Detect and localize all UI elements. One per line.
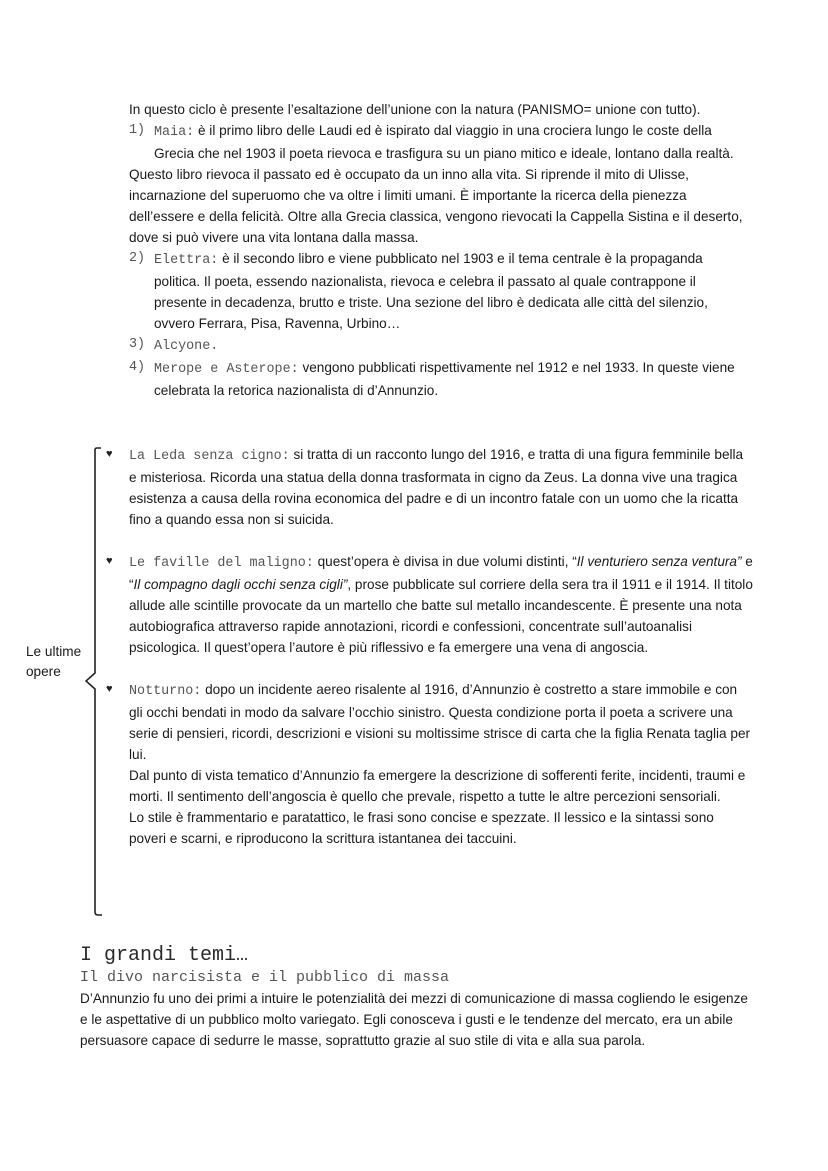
heart-bullet-icon: ♥	[106, 683, 113, 695]
last-works-list	[106, 444, 754, 849]
notturno-style-paragraph: Lo stile è frammentario e paratattico, le frasi sono concise e spezzate. Il lessico e la sintassi sono poveri e scarni, e riproducono la scrittura istantanea dei taccuini.	[129, 810, 714, 846]
laudi-list-part1	[129, 120, 749, 164]
list-item-elettra	[129, 248, 749, 334]
work-desc-notturno: dopo un incidente aereo risalente al 1916, d’Annunzio è costretto a stare immobile e con gli occhi bendati in modo da salvare l’occhio sinistro. Questa condizione porta il poeta a scrivere una serie di pensieri, ricordi, descrizioni e visioni su moltissime strisce di carta che la figlia Renata taglia per lui.	[129, 682, 751, 762]
work-title-leda: La Leda senza cigno:	[129, 449, 290, 464]
section-subtitle: Il divo narcisista e il pubblico di massa	[80, 969, 450, 986]
work-title-faville: Le faville del maligno:	[129, 556, 314, 571]
work-title-notturno: Notturno:	[129, 684, 202, 699]
list-number: 2)	[129, 251, 146, 266]
list-item-merope	[129, 357, 749, 401]
work-title-elettra: Elettra:	[154, 253, 219, 268]
side-label: Le ultime opere	[26, 644, 82, 679]
list-number: 1)	[129, 123, 146, 138]
work-title-merope: Merope e Asterope:	[154, 362, 299, 377]
work-item-notturno	[106, 679, 754, 849]
work-desc-elettra: è il secondo libro e viene pubblicato nel 1903 e il tema centrale è la propaganda politica. Il poeta, essendo nazionalista, rievoca e celebra il passato al quale contrappone il presente in decadenza, brutto e triste. Una sezione del libro è dedicata alle città del silenzio, ovvero Ferrara, Pisa, Ravenna, Urbino…	[154, 251, 708, 331]
list-item-alcyone	[129, 334, 749, 357]
work-item-leda	[106, 444, 754, 530]
work-desc-leda: si tratta di un racconto lungo del 1916, e tratta di una figura femminile bella e misteriosa. Ricorda una statua della donna trasformata in cigno da Zeus. La donna vive una tragica esistenza a causa della rovina economica del padre e di un incontro fatale con un uomo che la ricatta fino a quando essa non si suicida.	[129, 447, 744, 527]
brace-bracket	[85, 447, 105, 917]
work-desc-maia: è il primo libro delle Laudi ed è ispirato dal viaggio in una crociera lungo le coste della Grecia che nel 1903 il poeta rievoca e trasfigura su un piano mitico e ideale, lontano dalla realtà.	[154, 123, 734, 161]
work-title-maia: Maia:	[154, 125, 195, 140]
work-title-alcyone: Alcyone.	[154, 339, 219, 354]
work-desc-faville: quest’opera è divisa in due volumi distinti, “Il venturiero senza ventura” e “Il compagno dagli occhi senza cigli”, prose pubblicate sul corriere della sera tra il 1911 e il 1914. Il titolo allude alle scintille provocate da un martello che batte sul metallo incandescente. È presente una nota autobiografica attraverso rapide annotazioni, ricordi e confessioni, concentrate sull’autoanalisi psicologica. Il quest’opera l’autore è più riflessivo e fa emergere una vena di angoscia.	[129, 554, 753, 655]
heart-bullet-icon: ♥	[106, 555, 113, 567]
laudi-section	[129, 99, 749, 401]
themes-section	[80, 944, 750, 1051]
laudi-list-part2	[129, 248, 749, 401]
heart-bullet-icon: ♥	[106, 448, 113, 460]
work-item-faville	[106, 551, 754, 658]
notturno-themes-paragraph: Dal punto di vista tematico d’Annunzio fa emergere la descrizione di sofferenti ferite, incidenti, traumi e morti. Il sentimento dell’angoscia è quello che prevale, rispetto a tutte le altre percezioni sensoriali.	[129, 768, 746, 804]
section-title: I grandi temi…	[80, 944, 249, 967]
intro-paragraph: In questo ciclo è presente l’esaltazione dell’unione con la natura (PANISMO= unione con tutto).	[129, 102, 701, 117]
list-number: 4)	[129, 360, 146, 375]
work-desc-merope: vengono pubblicati rispettivamente nel 1912 e nel 1933. In queste viene celebrata la retorica nazionalista di d’Annunzio.	[154, 360, 735, 398]
list-number: 3)	[129, 337, 146, 352]
list-item-maia	[129, 120, 749, 164]
themes-paragraph: D’Annunzio fu uno dei primi a intuire le potenzialità dei mezzi di comunicazione di massa cogliendo le esigenze e le aspettative di un pubblico molto variegato. Egli conosceva i gusti e le tendenze del mercato, era un abile persuasore capace di sedurre le masse, soprattutto grazie al suo stile di vita e alla sua parola.	[80, 991, 748, 1048]
maia-paragraph: Questo libro rievoca il passato ed è occupato da un inno alla vita. Si riprende il mito di Ulisse, incarnazione del superuomo che va oltre i limiti umani. È importante la ricerca della pienezza dell’essere e della felicità. Oltre alla Grecia classica, vengono rievocati la Cappella Sistina e il deserto, dove si può vivere una vita lontana dalla massa.	[129, 167, 743, 245]
